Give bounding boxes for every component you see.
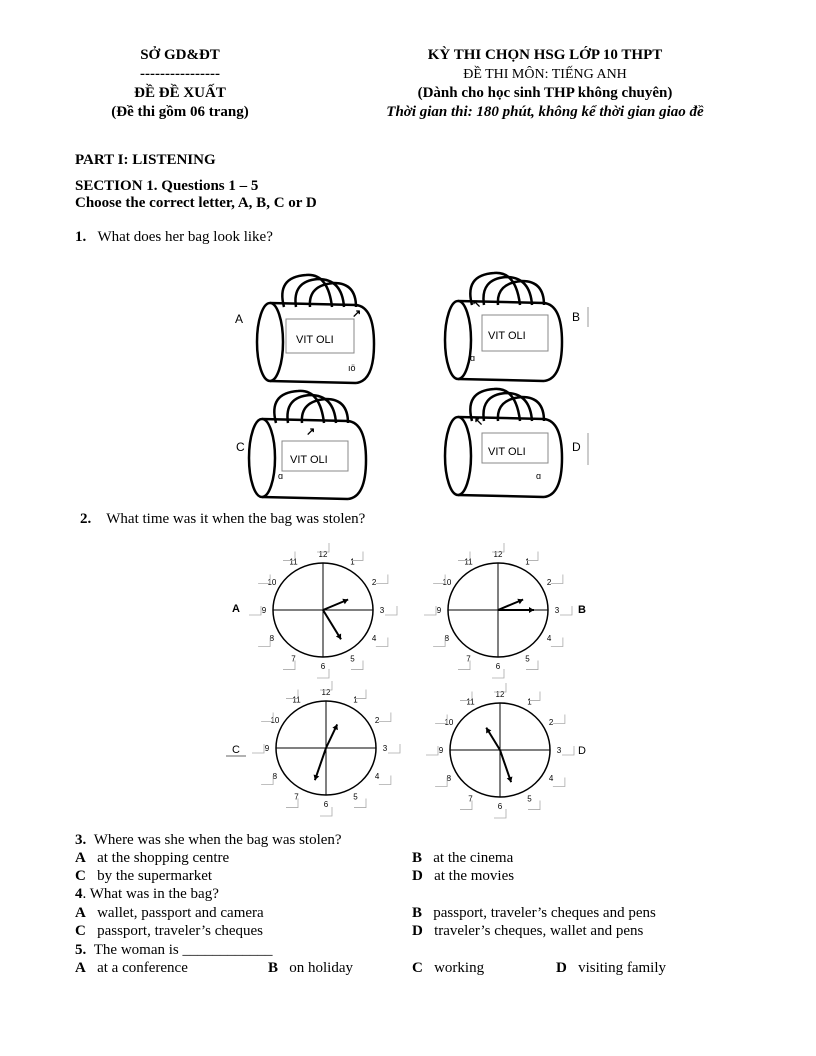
q4-option-B: B passport, traveler’s cheques and pens (412, 905, 656, 921)
clock-C-hand (315, 748, 326, 780)
clock-A-numeral: 3 (379, 606, 385, 615)
bag-D-brand: VIT OLI (488, 446, 526, 458)
bag-D (445, 389, 562, 497)
clock-B-numeral: 2 (546, 578, 552, 587)
clock-C (252, 681, 400, 816)
bag-C-brand: VIT OLI (290, 454, 328, 466)
clock-D-hand (500, 750, 511, 782)
clock-B-numeral: 11 (464, 557, 473, 567)
q5-option-A: A at a conference (75, 960, 188, 976)
exam-title: KỲ THI CHỌN HSG LỚP 10 THPT (427, 47, 663, 63)
clock-C-numeral: 3 (382, 744, 388, 753)
clock-A-numeral: 5 (350, 654, 355, 664)
clock-A-numeral: 11 (289, 557, 298, 567)
bag-C-letter: C (236, 440, 245, 454)
clock-D (426, 683, 574, 818)
proposal-label: ĐỀ ĐỀ XUẤT (134, 85, 226, 101)
question-2: 2. What time was it when the bag was stolen? (80, 511, 366, 527)
clock-B-numeral: 9 (436, 606, 442, 615)
section-instruction: Choose the correct letter, A, B, C or D (75, 195, 317, 211)
bag-A (257, 275, 374, 383)
header-left (90, 46, 270, 122)
question-4: 4. What was in the bag? (75, 886, 219, 902)
bag-B-brand: VIT OLI (488, 330, 526, 342)
dashes: ---------------- (140, 66, 220, 82)
clock-A (249, 543, 397, 678)
clock-B-numeral: 4 (546, 634, 552, 643)
clock-A-numeral: 4 (371, 634, 377, 643)
clock-B-numeral: 12 (493, 550, 503, 559)
q5-option-D: D visiting family (556, 960, 667, 976)
svg-text:ɑ: ɑ (470, 353, 476, 363)
clock-C-numeral: 6 (323, 800, 329, 809)
q3-option-C: C by the supermarket (75, 868, 213, 884)
clock-A-numeral: 1 (350, 557, 355, 567)
clock-D-numeral: 9 (438, 746, 444, 755)
svg-text:↗: ↗ (306, 426, 316, 438)
header-right (360, 46, 730, 122)
bag-B-letter: B (572, 310, 581, 324)
clock-D-numeral: 4 (548, 774, 554, 783)
svg-text:ıö: ıö (348, 363, 356, 373)
clock-D-letter: D (578, 745, 586, 757)
page-count: (Đề thi gồm 06 trang) (111, 104, 249, 120)
clock-D-numeral: 5 (527, 794, 532, 804)
svg-text:ɑ: ɑ (278, 471, 284, 481)
clock-C-numeral: 10 (270, 716, 280, 725)
clock-D-numeral: 11 (466, 697, 475, 707)
bag-B (445, 273, 562, 381)
clock-B-numeral: 6 (495, 662, 501, 671)
clock-D-numeral: 3 (556, 746, 562, 755)
clock-D-numeral: 7 (468, 794, 473, 804)
clock-A-numeral: 10 (267, 578, 277, 587)
clock-figure (0, 540, 816, 820)
bag-D-letter: D (572, 440, 581, 454)
clock-B-numeral: 1 (525, 557, 530, 567)
clock-C-numeral: 7 (294, 792, 299, 802)
clock-D-numeral: 10 (444, 718, 454, 727)
clock-C-numeral: 12 (321, 688, 331, 697)
exam-subject: ĐỀ THI MÔN: TIẾNG ANH (463, 67, 627, 82)
clock-A-numeral: 6 (320, 662, 326, 671)
q5-option-B: B on holiday (268, 960, 354, 976)
part-title: PART I: LISTENING (75, 152, 216, 168)
q3-option-A: A at the shopping centre (75, 850, 230, 866)
clock-B (424, 543, 572, 678)
clock-B-letter: B (578, 604, 586, 616)
bag-figure (0, 255, 816, 505)
clock-C-numeral: 9 (264, 744, 270, 753)
clock-C-numeral: 11 (292, 695, 301, 705)
bag-A-brand: VIT OLI (296, 334, 334, 346)
clock-C-letter: C (232, 744, 240, 756)
bag-A-letter: A (235, 312, 244, 326)
clock-A-numeral: 9 (261, 606, 267, 615)
q3-option-D: D at the movies (412, 868, 515, 884)
clock-C-numeral: 4 (374, 772, 380, 781)
clock-A-hand (323, 610, 341, 639)
clock-B-numeral: 7 (466, 654, 471, 664)
svg-text:↗: ↗ (352, 308, 362, 320)
clock-B-numeral: 5 (525, 654, 530, 664)
exam-time: Thời gian thi: 180 phút, không kể thời gian giao đề (386, 104, 704, 120)
question-3: 3. Where was she when the bag was stolen? (75, 832, 342, 848)
clock-D-numeral: 1 (527, 697, 532, 707)
clock-B-numeral: 3 (554, 606, 560, 615)
clock-D-numeral: 8 (446, 774, 452, 783)
clock-D-numeral: 2 (548, 718, 554, 727)
exam-target: (Dành cho học sinh THP không chuyên) (417, 85, 673, 101)
clock-C-numeral: 1 (353, 695, 358, 705)
svg-text:ɑ: ɑ (536, 471, 542, 481)
q5-option-C: C working (412, 960, 485, 976)
svg-text:↖: ↖ (474, 416, 484, 428)
q4-option-A: A wallet, passport and camera (75, 905, 264, 921)
q4-option-D: D traveler’s cheques, wallet and pens (412, 923, 644, 939)
question-5: 5. The woman is ____________ (75, 942, 273, 958)
section-title: SECTION 1. Questions 1 – 5 (75, 178, 259, 194)
clock-C-numeral: 5 (353, 792, 358, 802)
department: SỞ GD&ĐT (140, 47, 220, 63)
clock-C-numeral: 2 (374, 716, 380, 725)
q3-option-B: B at the cinema (412, 850, 514, 866)
clock-C-numeral: 8 (272, 772, 278, 781)
clock-A-numeral: 8 (269, 634, 275, 643)
clock-B-numeral: 10 (442, 578, 452, 587)
clock-A-numeral: 12 (318, 550, 328, 559)
clock-D-numeral: 12 (495, 690, 505, 699)
clock-A-letter: A (232, 603, 240, 615)
q4-option-C: C passport, traveler’s cheques (75, 923, 264, 939)
svg-text:↖: ↖ (472, 298, 482, 310)
clock-D-numeral: 6 (497, 802, 503, 811)
clock-B-numeral: 8 (444, 634, 450, 643)
question-1: 1. What does her bag look like? (75, 229, 273, 245)
clock-A-numeral: 2 (371, 578, 377, 587)
clock-A-numeral: 7 (291, 654, 296, 664)
bag-C (249, 391, 366, 499)
